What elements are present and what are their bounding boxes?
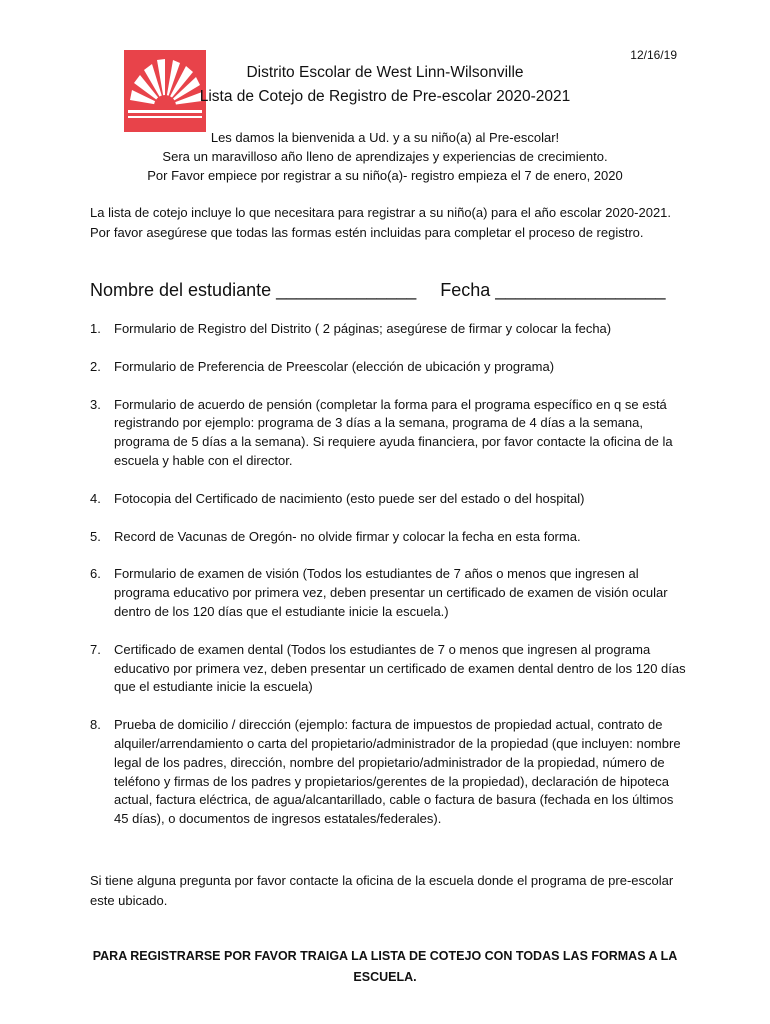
checklist-item	[90, 358, 690, 377]
item-text: Formulario de Preferencia de Preescolar (elección de ubicación y programa)	[114, 358, 555, 374]
closing-paragraph: Si tiene alguna pregunta por favor contacte la oficina de la escuela donde el programa de pre-escolar este ubicado.	[90, 873, 674, 908]
item-number: 3.	[90, 396, 101, 412]
item-number: 4.	[90, 490, 101, 506]
document-title: Lista de Cotejo de Registro de Pre-escolar 2020-2021	[199, 88, 571, 105]
item-text: Formulario de Registro del Distrito ( 2 páginas; asegúrese de firmar y colocar la fecha)	[114, 321, 612, 336]
student-name-field[interactable]: Nombre del estudiante ______________	[90, 280, 417, 300]
checklist-item	[90, 490, 690, 509]
footer-instruction: PARA REGISTRARSE POR FAVOR TRAIGA LA LISTA DE COTEJO CON TODAS LAS FORMAS A LA ESCUELA.	[92, 949, 678, 984]
item-text: Certificado de examen dental (Todos los estudiantes de 7 o menos que ingresen al programa educativo por primera vez, deben presentar un certificado de examen dental dentro de los 120 días que el estudiante inicie la escuela)	[114, 641, 686, 695]
welcome-line: Por Favor empiece por registrar a su niño(a)- registro empieza el 7 de enero, 2020	[147, 168, 623, 183]
checklist-item	[90, 528, 690, 547]
fill-in-fields	[90, 280, 665, 301]
district-name: Distrito Escolar de West Linn-Wilsonville	[246, 64, 524, 81]
item-text: Prueba de domicilio / dirección (ejemplo: factura de impuestos de propiedad actual, contrato de alquiler/arrendamiento o carta del propietario/administrador de la propiedad (que incluyen: nombre legal de los padres, dirección, nombre del propietario/administrador de la propiedad, número de teléfono y firmas de los padres y propietarios/gerentes de la propiedad), declaración de hipoteca actual, factura eléctrica, de agua/alcantarillado, cable o factura de basura (fechada en los últimos 45 días), o documentos de ingresos estatales/federales).	[114, 717, 681, 827]
item-number: 8.	[90, 717, 101, 733]
item-text: Formulario de examen de visión (Todos los estudiantes de 7 años o menos que ingresen al programa educativo por primera vez, deben presentar un certificado de examen de visión ocular dentro de los 120 días que el estudiante inicie la escuela.)	[114, 566, 668, 619]
date-field[interactable]: Fecha _________________	[440, 280, 666, 300]
item-text: Fotocopia del Certificado de nacimiento (esto puede ser del estado o del hospital)	[114, 490, 585, 506]
item-number: 5.	[90, 528, 101, 544]
welcome-line: Sera un maravilloso año lleno de aprendizajes y experiencias de crecimiento.	[162, 149, 608, 164]
checklist-item	[90, 565, 690, 621]
item-number: 1.	[90, 321, 101, 336]
welcome-message	[0, 128, 770, 185]
welcome-line: Les damos la bienvenida a Ud. y a su niño(a) al Pre-escolar!	[210, 130, 560, 145]
document-date: 12/16/19	[630, 48, 677, 62]
item-number: 2.	[90, 358, 101, 374]
item-text: Record de Vacunas de Oregón- no olvide firmar y colocar la fecha en esta forma.	[114, 528, 581, 544]
checklist-item	[90, 396, 690, 471]
item-number: 6.	[90, 566, 101, 582]
checklist	[90, 320, 690, 848]
item-number: 7.	[90, 641, 101, 657]
item-text: Formulario de acuerdo de pensión (completar la forma para el programa específico en q se está registrando por ejemplo: programa de 3 días a la semana, programa de 4 días a la semana, programa de 5 días a la semana). Si requiere ayuda financiera, por favor contacte la oficina de la escuela y hable con el director.	[114, 396, 673, 468]
checklist-item	[90, 716, 690, 829]
checklist-item	[90, 641, 690, 697]
checklist-item	[90, 320, 690, 339]
intro-paragraph: La lista de cotejo incluye lo que necesitara para registrar a su niño(a) para el año escolar 2020-2021. Por favor asegúrese que todas las formas estén incluidas para completar el proceso de registro.	[90, 205, 672, 240]
